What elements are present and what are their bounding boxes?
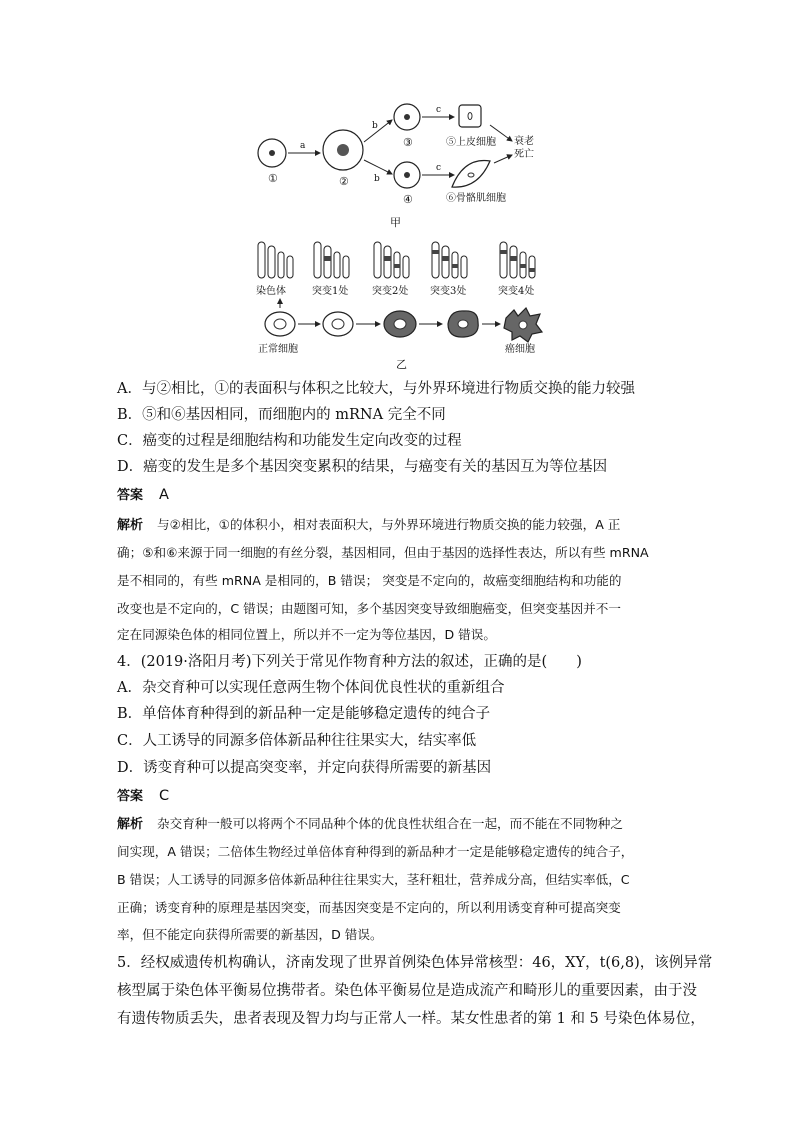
q4-option-d: D．诱变育种可以提高突变率，并定向获得所需要的新基因 xyxy=(117,760,492,776)
q3-explanation-label: 解析 xyxy=(117,518,144,533)
arrow-b2-label: b xyxy=(374,174,380,184)
q3-answer-row xyxy=(117,485,687,506)
q3-option-c: C．癌变的过程是细胞结构和功能发生定向改变的过程 xyxy=(117,433,462,449)
chromosome-group-mut3 xyxy=(432,242,467,278)
cell-4-label: ④ xyxy=(403,193,413,206)
arrow-c1-label: c xyxy=(436,105,442,115)
arrow-b1-label: b xyxy=(372,121,378,131)
q4-explanation-line-3: B 错误；人工诱导的同源多倍体新品种往往果实大，茎秆粗壮，营养成分高，但结实率低，C xyxy=(117,872,630,887)
muscle-label: ⑥骨骼肌细胞 xyxy=(446,193,506,204)
cell-3-label: ③ xyxy=(403,136,413,149)
cancer-cell-label: 癌细胞 xyxy=(505,344,535,355)
q3-explanation-line-1: 解析 与②相比，①的体积小，相对表面积大，与外界环境进行物质交换的能力较强，A 正 xyxy=(117,517,621,533)
q5-line-2: 核型属于染色体平衡易位携带者。染色体平衡易位是造成流产和畸形儿的重要因素，由于没 xyxy=(117,983,697,999)
q3-option-b: B．⑤和⑥基因相同，而细胞内的 mRNA 完全不同 xyxy=(117,407,446,423)
q4-explanation-line-5: 率，但不能定向获得所需要的新基因，D 错误。 xyxy=(117,927,383,942)
cell-1-label: ① xyxy=(268,172,278,185)
q3-explanation-line-4: 改变也是不定向的，C 错误；由题图可知，多个基因突变导致细胞癌变，但突变基因并不一 xyxy=(117,601,621,616)
q4-option-c: C．人工诱导的同源多倍体新品种往往果实大，结实率低 xyxy=(117,733,477,749)
q3-explanation-line-2: 确；⑤和⑥来源于同一细胞的有丝分裂，基因相同，但由于基因的选择性表达，所以有些 mRNA xyxy=(117,545,649,560)
q4-answer-value: C xyxy=(159,788,170,804)
cell-2-label: ② xyxy=(339,175,349,188)
chrom-label-2: 突变2处 xyxy=(372,286,409,297)
q4-explanation-line-1: 解析 杂交育种一般可以将两个不同品种个体的优良性状组合在一起，而不能在不同物种之 xyxy=(117,816,623,832)
q4-explanation-label: 解析 xyxy=(117,817,144,832)
normal-cell-label: 正常细胞 xyxy=(258,344,298,355)
arrow-c2-label: c xyxy=(436,163,442,173)
figure-yi xyxy=(250,238,550,373)
chromosome-group-mut4 xyxy=(500,242,535,278)
chrom-label-4: 突变4处 xyxy=(498,286,535,297)
chromosome-group-normal xyxy=(258,242,293,278)
chrom-label-0: 染色体 xyxy=(256,286,286,297)
epidermis-label: ⑤上皮细胞 xyxy=(446,137,496,148)
chromosome-group-mut1 xyxy=(314,242,349,278)
q4-answer-label: 答案 xyxy=(117,789,144,804)
figure-jia xyxy=(250,95,540,230)
figure-jia-caption: 甲 xyxy=(390,216,401,229)
q3-answer-label: 答案 xyxy=(117,488,144,503)
chromosome-group-mut2 xyxy=(374,242,409,278)
q3-option-a: A．与②相比，①的表面积与体积之比较大，与外界环境进行物质交换的能力较强 xyxy=(117,381,635,397)
arrow-a-label: a xyxy=(300,141,306,151)
q3-explanation-line-5: 定在同源染色体的相同位置上，所以并不一定为等位基因，D 错误。 xyxy=(117,627,496,642)
aging-label: 衰老 xyxy=(514,136,534,147)
death-label: 死亡 xyxy=(514,149,534,160)
q4-stem: 4．(2019·洛阳月考)下列关于常见作物育种方法的叙述，正确的是( ) xyxy=(117,654,582,670)
figure-yi-caption: 乙 xyxy=(396,358,407,371)
q4-explanation-line-4: 正确；诱变育种的原理是基因突变，而基因突变是不定向的，所以利用诱变育种可提高突变 xyxy=(117,900,621,915)
chrom-label-1: 突变1处 xyxy=(312,286,349,297)
chrom-label-3: 突变3处 xyxy=(430,286,467,297)
q5-line-1: 5．经权威遗传机构确认，济南发现了世界首例染色体异常核型：46，XY，t(6,8)，该例异常 xyxy=(117,955,713,971)
q4-explanation-line-2: 间实现，A 错误；二倍体生物经过单倍体育种得到的新品种才一定是能够稳定遗传的纯合子， xyxy=(117,844,634,859)
q3-answer-value: A xyxy=(159,487,169,503)
q3-explanation-line-3: 是不相同的，有些 mRNA 是相同的，B 错误； 突变是不定向的，故癌变细胞结构和功能的 xyxy=(117,573,622,588)
q3-option-d: D．癌变的发生是多个基因突变累积的结果，与癌变有关的基因互为等位基因 xyxy=(117,459,608,475)
q4-option-b: B．单倍体育种得到的新品种一定是能够稳定遗传的纯合子 xyxy=(117,706,491,722)
q4-option-a: A．杂交育种可以实现任意两生物个体间优良性状的重新组合 xyxy=(117,680,505,696)
q4-answer-row xyxy=(117,786,687,807)
q5-line-3: 有遗传物质丢失，患者表现及智力均与正常人一样。某女性患者的第 1 和 5 号染色体易位， xyxy=(117,1011,705,1027)
